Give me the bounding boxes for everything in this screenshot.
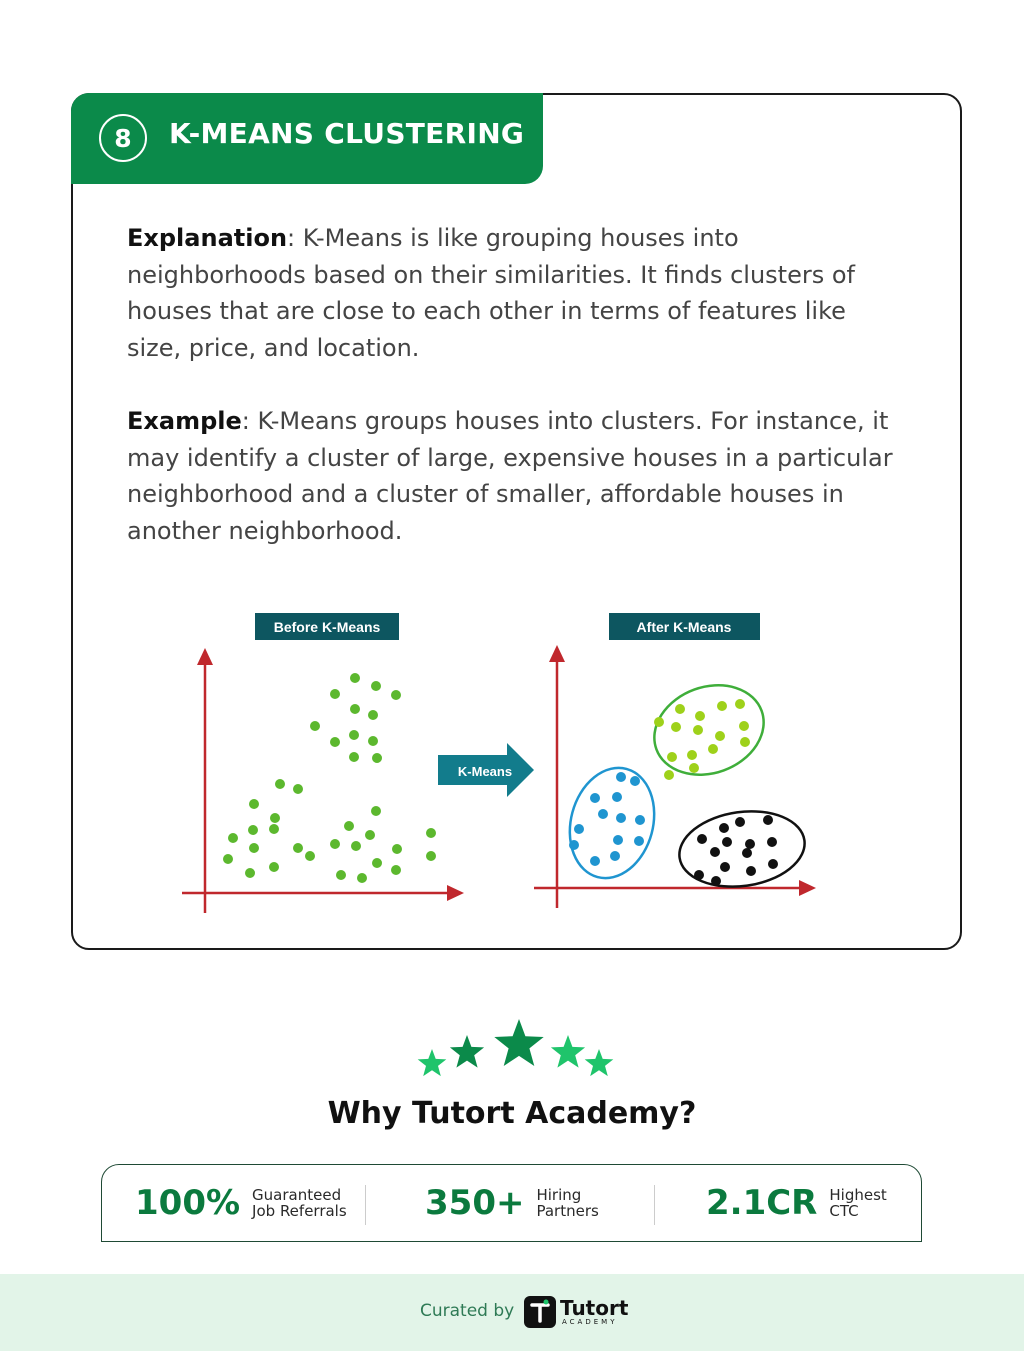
- data-point: [350, 673, 360, 683]
- data-point: [365, 830, 375, 840]
- data-point: [590, 856, 600, 866]
- stat-label: [536, 1187, 656, 1219]
- data-point: [616, 772, 626, 782]
- data-point: [228, 833, 238, 843]
- explanation-label: Explanation: [127, 224, 288, 252]
- data-point: [590, 793, 600, 803]
- stat-value: 350+: [425, 1183, 525, 1223]
- section-number-badge: 8: [99, 114, 147, 162]
- data-point: [372, 858, 382, 868]
- data-point: [248, 825, 258, 835]
- data-point: [249, 843, 259, 853]
- after-points: [569, 699, 778, 886]
- data-point: [223, 854, 233, 864]
- data-point: [664, 770, 674, 780]
- data-point: [569, 840, 579, 850]
- data-point: [745, 839, 755, 849]
- data-point: [719, 823, 729, 833]
- data-point: [710, 847, 720, 857]
- data-point: [245, 868, 255, 878]
- logo-name: Tutort: [560, 1296, 629, 1320]
- after-x-arrow-icon: [799, 880, 816, 896]
- data-point: [722, 837, 732, 847]
- data-point: [574, 824, 584, 834]
- data-point: [720, 862, 730, 872]
- kmeans-arrow-label: K-Means: [457, 764, 513, 779]
- cluster-green-outline: [642, 670, 777, 789]
- data-point: [767, 837, 777, 847]
- before-label: Before K-Means: [273, 619, 381, 635]
- data-point: [746, 866, 756, 876]
- stat-label-line2: Partners: [536, 1202, 599, 1220]
- explanation-paragraph: [127, 220, 907, 366]
- data-point: [275, 779, 285, 789]
- data-point: [740, 737, 750, 747]
- data-point: [426, 851, 436, 861]
- data-point: [330, 839, 340, 849]
- data-point: [392, 844, 402, 854]
- data-point: [667, 752, 677, 762]
- before-points: [223, 673, 436, 883]
- data-point: [735, 817, 745, 827]
- data-point: [654, 717, 664, 727]
- section-title: K-MEANS CLUSTERING: [169, 117, 525, 150]
- data-point: [739, 721, 749, 731]
- rating-stars: [410, 1015, 620, 1085]
- data-point: [742, 848, 752, 858]
- star-icon: [494, 1019, 543, 1066]
- after-label: After K-Means: [636, 619, 732, 635]
- data-point: [711, 876, 721, 886]
- data-point: [610, 851, 620, 861]
- stat-label-line2: CTC: [829, 1202, 859, 1220]
- data-point: [270, 813, 280, 823]
- data-point: [735, 699, 745, 709]
- after-y-arrow-icon: [549, 645, 565, 662]
- data-point: [634, 836, 644, 846]
- cluster-blue-outline: [558, 758, 666, 887]
- data-point: [349, 752, 359, 762]
- data-point: [344, 821, 354, 831]
- stat-partners: [425, 1165, 656, 1241]
- curated-by-text: Curated by: [420, 1301, 515, 1321]
- data-point: [391, 690, 401, 700]
- stat-label-line1: Hiring: [536, 1186, 582, 1204]
- data-point: [310, 721, 320, 731]
- data-point: [330, 689, 340, 699]
- data-point: [695, 711, 705, 721]
- before-x-arrow-icon: [447, 885, 464, 901]
- data-point: [687, 750, 697, 760]
- example-paragraph: [127, 403, 907, 549]
- stat-referrals: [135, 1165, 372, 1241]
- data-point: [630, 776, 640, 786]
- explanation-text: : K-Means is like grouping houses into neighborhoods based on their similarities. It finds clusters of houses that are close to each other in terms of features like size, price, and location.: [127, 224, 855, 362]
- data-point: [613, 835, 623, 845]
- stat-divider: [654, 1185, 655, 1225]
- data-point: [598, 809, 608, 819]
- star-icon: [450, 1035, 484, 1068]
- data-point: [371, 681, 381, 691]
- stat-divider: [365, 1185, 366, 1225]
- before-y-arrow-icon: [197, 648, 213, 665]
- data-point: [293, 784, 303, 794]
- stat-ctc: [706, 1165, 949, 1241]
- stat-value: 100%: [135, 1183, 241, 1223]
- data-point: [635, 815, 645, 825]
- stat-value: 2.1CR: [706, 1183, 818, 1223]
- data-point: [269, 824, 279, 834]
- data-point: [350, 704, 360, 714]
- example-label: Example: [127, 407, 242, 435]
- data-point: [715, 731, 725, 741]
- data-point: [349, 730, 359, 740]
- data-point: [708, 744, 718, 754]
- logo-subtitle: ACADEMY: [562, 1318, 618, 1326]
- data-point: [293, 843, 303, 853]
- stats-bar: [101, 1164, 922, 1242]
- data-point: [368, 736, 378, 746]
- cluster-black-outline: [674, 804, 809, 895]
- data-point: [671, 722, 681, 732]
- star-icon: [418, 1049, 447, 1076]
- data-point: [675, 704, 685, 714]
- data-point: [305, 851, 315, 861]
- data-point: [616, 813, 626, 823]
- star-icon: [585, 1049, 614, 1076]
- example-text: : K-Means groups houses into clusters. For instance, it may identify a cluster of large, expensive houses in a particular neighborhood and a cluster of smaller, affordable houses in another neighborhood.: [127, 407, 893, 545]
- why-title: Why Tutort Academy?: [327, 1096, 697, 1131]
- data-point: [693, 725, 703, 735]
- kmeans-diagram: [170, 605, 830, 920]
- data-point: [249, 799, 259, 809]
- data-point: [717, 701, 727, 711]
- data-point: [694, 870, 704, 880]
- data-point: [336, 870, 346, 880]
- data-point: [768, 859, 778, 869]
- data-point: [371, 806, 381, 816]
- section-header: [71, 93, 543, 184]
- stat-label-line1: Highest: [829, 1186, 887, 1204]
- data-point: [269, 862, 279, 872]
- stat-label-line1: Guaranteed: [252, 1186, 342, 1204]
- data-point: [351, 841, 361, 851]
- star-icon: [551, 1035, 585, 1068]
- stat-label: [252, 1187, 372, 1219]
- data-point: [689, 763, 699, 773]
- data-point: [368, 710, 378, 720]
- data-point: [763, 815, 773, 825]
- data-point: [612, 792, 622, 802]
- data-point: [357, 873, 367, 883]
- data-point: [391, 865, 401, 875]
- data-point: [330, 737, 340, 747]
- stat-label: [829, 1187, 949, 1219]
- data-point: [426, 828, 436, 838]
- stat-label-line2: Job Referrals: [252, 1202, 347, 1220]
- tutort-logo-icon: [524, 1296, 556, 1328]
- data-point: [697, 834, 707, 844]
- data-point: [372, 753, 382, 763]
